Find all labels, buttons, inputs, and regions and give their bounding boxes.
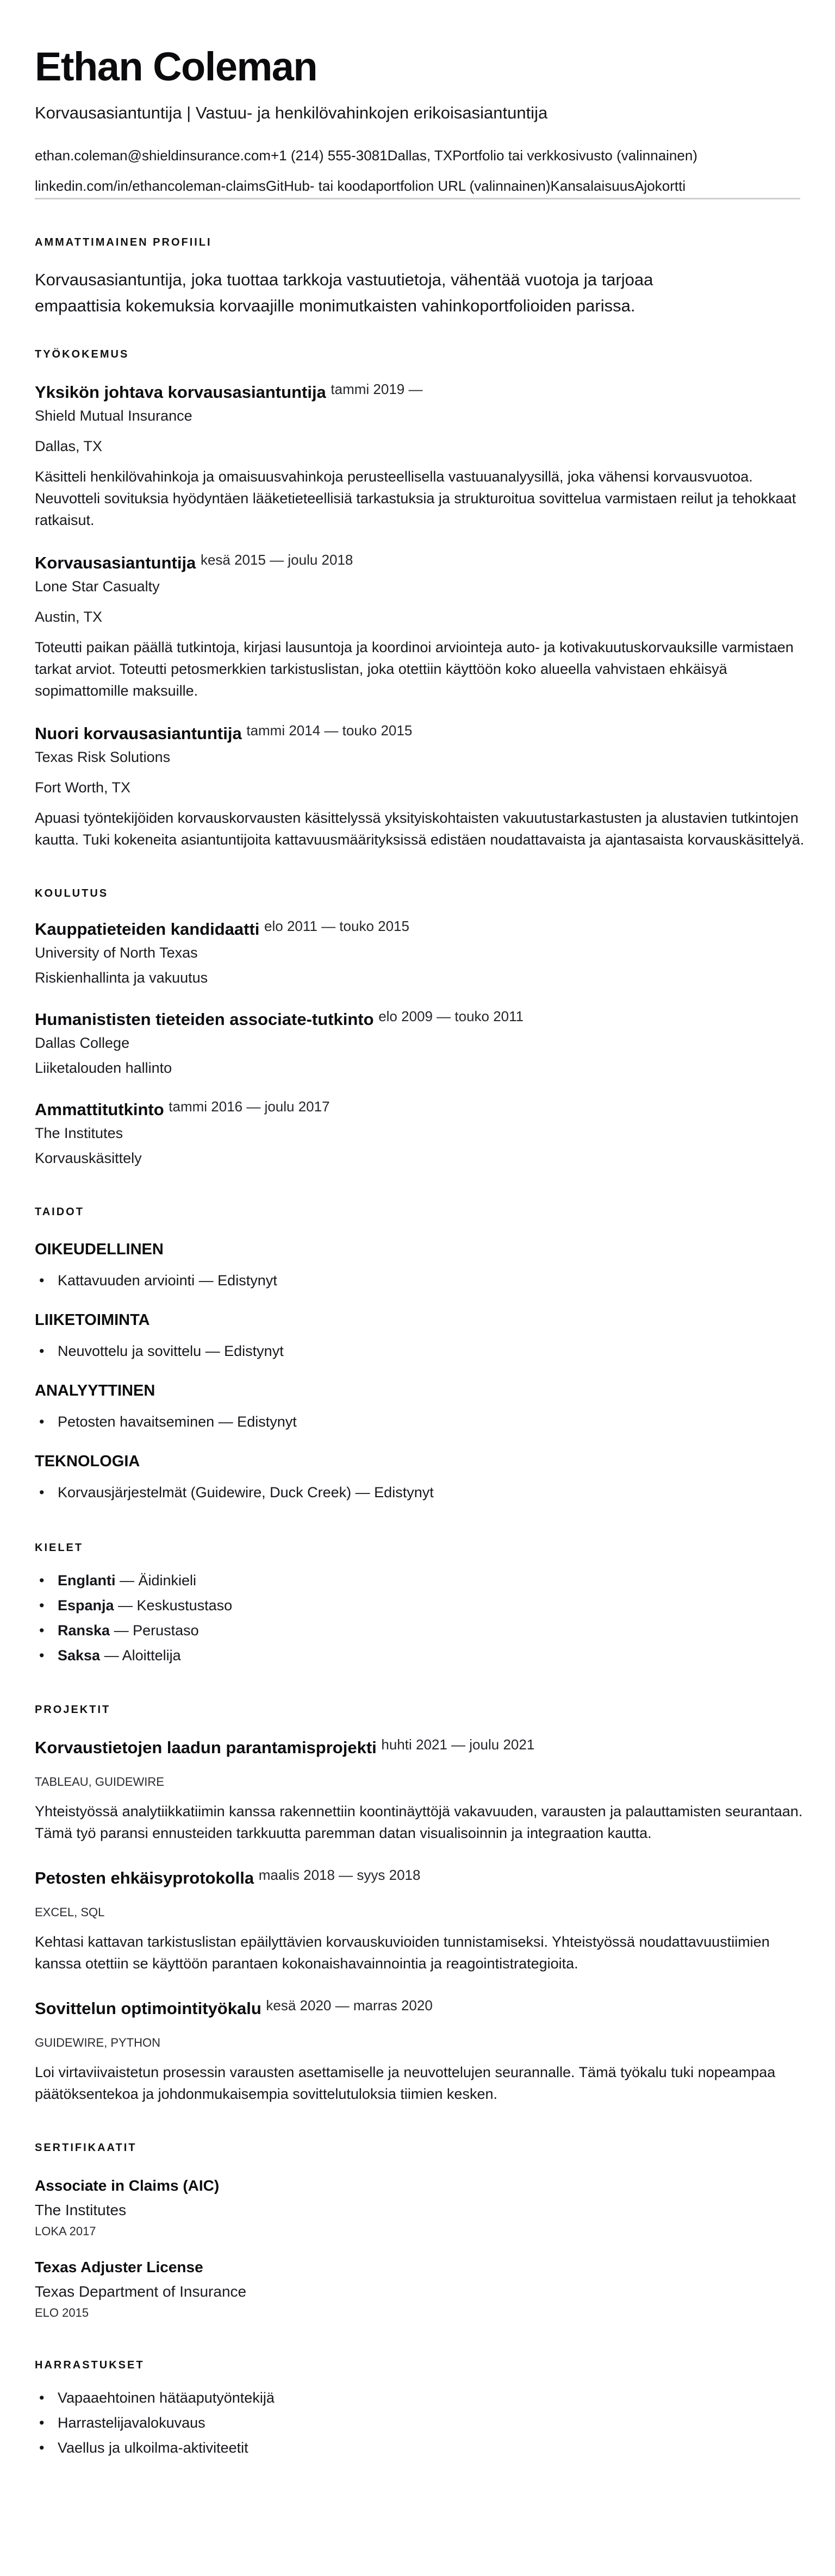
education-entry (35, 918, 800, 989)
skill-text: Neuvottelu ja sovittelu — Edistynyt (58, 1343, 284, 1359)
project-entry-header (35, 1867, 800, 1890)
job-dates: kesä 2015 — joulu 2018 (200, 551, 353, 568)
skill-text: Petosten havaitseminen — Edistynyt (58, 1414, 297, 1430)
section-title-languages: KIELET (35, 1542, 84, 1554)
job-description: Käsitteli henkilövahinkoja ja omaisuusvahinkoja perusteellisella vastuuanalyysillä, joka vähensi korvausvuotoa. Neuvotteli sovituksia hyödyntäen lääketieteellisiä tarkastuksia ja strukturoitua sovittelua varmistaen reilut ja tehokkaat ratkaisut. (35, 468, 796, 528)
project-description: Loi virtaviivaistetun prosessin varausten asettamiselle ja neuvottelujen seurannalle. Tämä työkalu tuki nopeampaa päätöksentekoa ja johdonmukaisempia sovittelutuloksia tiimien kesken. (35, 2064, 776, 2102)
contact-phone[interactable]: +1 (214) 555-3081 (270, 147, 388, 164)
section-title-profile: AMMATTIMAINEN PROFIILI (35, 236, 212, 248)
job-description: Apuasi työntekijöiden korvauskorvausten käsittelyssä yksityiskohtaisten vakuutustarkastusten ja alustavien tutkintojen kautta. Tuki kokeneita asiantuntijoita kattavuusmäärityksissä edistäen noudattavaista ja ajantasaista korvauskäsittelyä. (35, 810, 805, 848)
education-entry-header (35, 1008, 800, 1031)
job-company: Lone Star Casualty (35, 578, 160, 595)
experience-entry (35, 552, 800, 702)
project-dates: huhti 2021 — joulu 2021 (381, 1736, 535, 1753)
school-name: The Institutes (35, 1125, 123, 1141)
job-dates: tammi 2019 — (331, 380, 423, 397)
section-projects (35, 1702, 803, 2105)
language-name: Saksa (58, 1647, 101, 1664)
education-entry-header (35, 1098, 800, 1121)
skill-group-title: OIKEUDELLINEN (35, 1241, 164, 1258)
project-entry (35, 1997, 800, 2105)
section-title-skills: TAIDOT (35, 1206, 84, 1218)
degree-title: Kauppatieteiden kandidaatti (35, 920, 260, 939)
language-item (35, 1593, 800, 1618)
project-technologies: EXCEL, SQL (35, 1905, 105, 1919)
skill-item (35, 1480, 800, 1505)
skill-item (35, 1268, 800, 1293)
bullet-icon: • (39, 1597, 45, 1614)
certification-name: Texas Adjuster License (35, 2259, 203, 2275)
interest-text: Vapaaehtoinen hätäaputyöntekijä (58, 2390, 275, 2406)
section-title-projects: PROJEKTIT (35, 1704, 111, 1716)
skill-list (35, 1339, 800, 1364)
education-entry (35, 1098, 800, 1169)
project-entry (35, 1867, 800, 1974)
certification-date: LOKA 2017 (35, 2224, 96, 2238)
language-level: — Keskustustaso (114, 1597, 233, 1614)
job-location: Fort Worth, TX (35, 779, 131, 796)
skill-text: Korvausjärjestelmät (Guidewire, Duck Creek) — Edistynyt (58, 1484, 434, 1500)
job-dates: tammi 2014 — touko 2015 (246, 722, 413, 739)
project-title: Sovittelun optimointityökalu (35, 1999, 261, 2018)
section-languages (35, 1540, 800, 1668)
interest-text: Harrastelijavalokuvaus (58, 2415, 205, 2431)
contact-drivers-license: Ajokortti (634, 178, 686, 194)
job-company: Shield Mutual Insurance (35, 408, 192, 424)
contact-portfolio[interactable]: Portfolio tai verkkosivusto (valinnainen) (452, 147, 697, 164)
language-name: Ranska (58, 1622, 110, 1639)
contact-location: Dallas, TX (387, 147, 453, 164)
candidate-name: Ethan Coleman (35, 44, 317, 89)
language-level: — Aloittelija (100, 1647, 181, 1664)
skill-text: Kattavuuden arviointi — Edistynyt (58, 1272, 277, 1289)
candidate-headline: Korvausasiantuntija | Vastuu- ja henkilövahinkojen erikoisasiantuntija (35, 103, 548, 122)
contact-citizenship: Kansalaisuus (550, 178, 635, 194)
project-entry (35, 1736, 803, 1844)
contact-github[interactable]: GitHub- tai koodaportfolion URL (valinnainen) (265, 178, 551, 194)
certification-issuer: The Institutes (35, 2202, 127, 2218)
experience-entry-header (35, 552, 800, 574)
section-title-education: KOULUTUS (35, 887, 109, 899)
language-name: Englanti (58, 1572, 116, 1589)
project-description: Yhteistyössä analytiikkatiimin kanssa rakennettiin koontinäyttöjä vakavuuden, varausten ja palauttamisten seurantaan. Tämä työ paransi ennusteiden tarkkuutta paremman datan visualisoinnin ja integraation kautta. (35, 1803, 803, 1841)
skill-group-title: LIIKETOIMINTA (35, 1311, 150, 1329)
section-education (35, 885, 800, 1169)
certification-name: Associate in Claims (AIC) (35, 2177, 220, 2194)
project-title: Petosten ehkäisyprotokolla (35, 1868, 254, 1887)
project-dates: maalis 2018 — syys 2018 (258, 1866, 421, 1883)
language-item (35, 1568, 800, 1593)
experience-entry-header (35, 381, 800, 404)
job-title: Yksikön johtava korvausasiantuntija (35, 383, 326, 402)
job-title: Korvausasiantuntija (35, 553, 196, 572)
field-of-study: Riskienhallinta ja vakuutus (35, 970, 208, 986)
contact-email[interactable]: ethan.coleman@shieldinsurance.com (35, 147, 271, 164)
language-item (35, 1618, 800, 1643)
section-title-certifications: SERTIFIKAATIT (35, 2142, 137, 2154)
certification-entry (35, 2256, 800, 2322)
skill-group-title: TEKNOLOGIA (35, 1453, 140, 1470)
experience-entry (35, 381, 800, 531)
bullet-icon: • (39, 2415, 45, 2431)
interest-item (35, 2410, 800, 2435)
bullet-icon: • (39, 1622, 45, 1639)
experience-entry-header (35, 722, 800, 745)
bullet-icon: • (39, 1647, 45, 1664)
skill-group-title: ANALYYTTINEN (35, 1382, 155, 1399)
language-name: Espanja (58, 1597, 114, 1614)
contact-linkedin[interactable]: linkedin.com/in/ethancoleman-claims (35, 178, 266, 194)
skill-item (35, 1339, 800, 1364)
section-profile (35, 234, 800, 319)
bullet-icon: • (39, 1343, 45, 1359)
interest-item (35, 2435, 800, 2460)
education-entry-header (35, 918, 800, 941)
section-title-experience: TYÖKOKEMUS (35, 348, 129, 360)
field-of-study: Korvauskäsittely (35, 1150, 142, 1166)
bullet-icon: • (39, 2440, 45, 2456)
bullet-icon: • (39, 1484, 45, 1500)
project-description: Kehtasi kattavan tarkistuslistan epäilyttävien korvauskuvioiden tunnistamiseksi. Yhteistyössä noudattavuustiimien kanssa otettiin se käyttöön parantaen kokonaishavainnointia ja reagointistrategioita. (35, 1934, 770, 1972)
interest-text: Vaellus ja ulkoilma-aktiviteetit (58, 2440, 248, 2456)
section-skills (35, 1204, 800, 1505)
section-certifications (35, 2140, 800, 2322)
job-location: Dallas, TX (35, 438, 103, 454)
section-interests (35, 2357, 800, 2460)
interest-item (35, 2385, 800, 2410)
skill-list (35, 1268, 800, 1293)
language-level: — Perustaso (110, 1622, 199, 1639)
education-dates: tammi 2016 — joulu 2017 (169, 1098, 330, 1115)
skill-item (35, 1409, 800, 1434)
certification-issuer: Texas Department of Insurance (35, 2283, 247, 2300)
school-name: University of North Texas (35, 945, 198, 961)
education-dates: elo 2009 — touko 2011 (378, 1008, 524, 1024)
project-technologies: TABLEAU, GUIDEWIRE (35, 1775, 164, 1789)
degree-title: Humanististen tieteiden associate-tutkinto (35, 1010, 374, 1029)
project-entry-header (35, 1736, 800, 1759)
project-entry-header (35, 1997, 800, 2020)
experience-entry (35, 722, 805, 851)
skill-list (35, 1480, 800, 1505)
degree-title: Ammattitutkinto (35, 1100, 164, 1119)
section-title-interests: HARRASTUKSET (35, 2359, 145, 2371)
education-entry (35, 1008, 800, 1079)
bullet-icon: • (39, 1414, 45, 1430)
bullet-icon: • (39, 2390, 45, 2406)
profile-summary: Korvausasiantuntija, joka tuottaa tarkkoja vastuutietoja, vähentää vuotoja ja tarjoaa empaattisia kokemuksia korvaajille monimutkaisten vahinkoportfolioiden parissa. (35, 270, 653, 315)
job-description: Toteutti paikan päällä tutkintoja, kirjasi lausuntoja ja koordinoi arviointeja auto- ja kotivakuutuskorvauksille varmistaen tarkat arviot. Toteutti petosmerkkien tarkistuslistan, joka otettiin käyttöön koko alueella vahvistaen ehkäisyä sopimattomille maksuille. (35, 639, 794, 699)
bullet-icon: • (39, 1272, 45, 1289)
job-company: Texas Risk Solutions (35, 749, 171, 765)
project-technologies: GUIDEWIRE, PYTHON (35, 2036, 161, 2049)
job-title: Nuori korvausasiantuntija (35, 724, 242, 743)
school-name: Dallas College (35, 1035, 130, 1051)
language-item (35, 1643, 800, 1668)
contact-info (35, 140, 807, 201)
bullet-icon: • (39, 1572, 45, 1589)
section-experience (35, 346, 805, 851)
project-title: Korvaustietojen laadun parantamisprojekti (35, 1738, 377, 1757)
skill-list (35, 1409, 800, 1434)
resume-header (35, 42, 800, 199)
education-dates: elo 2011 — touko 2015 (264, 917, 409, 934)
project-dates: kesä 2020 — marras 2020 (266, 1997, 433, 2014)
job-location: Austin, TX (35, 609, 103, 625)
language-level: — Äidinkieli (115, 1572, 197, 1589)
certification-date: ELO 2015 (35, 2306, 89, 2319)
certification-entry (35, 2174, 800, 2241)
field-of-study: Liiketalouden hallinto (35, 1060, 172, 1076)
